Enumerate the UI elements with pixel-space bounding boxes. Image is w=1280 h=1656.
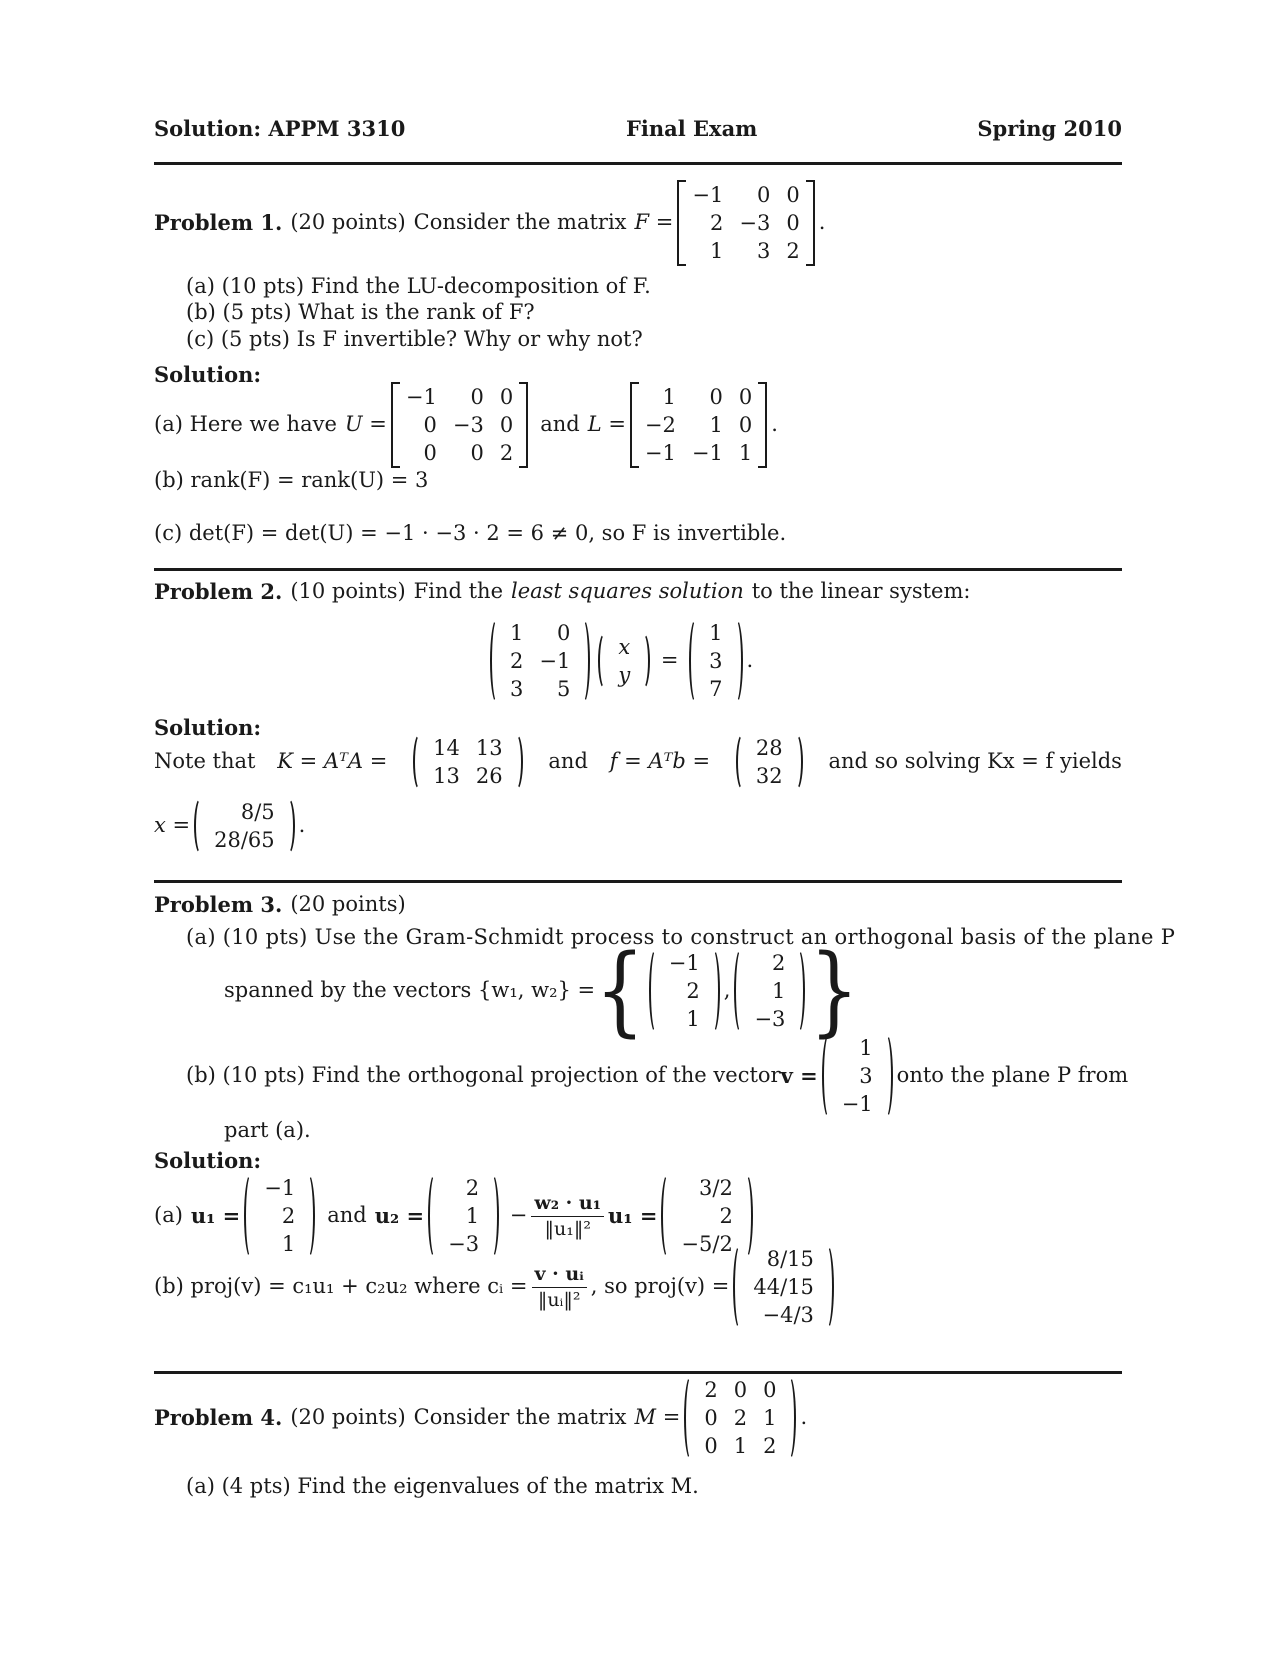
matrix-entry: 0 (738, 385, 753, 409)
problem-2-statement (154, 579, 970, 604)
sol-a-prefix: (a) Here we have (154, 412, 337, 437)
matrix-entry: 1 (662, 385, 676, 409)
problem-1-title: Problem 1. (154, 210, 283, 236)
problem-1-solution-label: Solution: (154, 362, 262, 387)
matrix-entry: 2 (281, 1204, 296, 1228)
problem-2-solution (154, 733, 1122, 791)
problem-2-stmt-post: to the linear system: (751, 579, 971, 603)
matrix-entry: y (618, 663, 631, 687)
problem-4-points: (20 points) (290, 1405, 406, 1430)
problem-1-points: (20 points) (290, 210, 406, 235)
matrix-entry: 3/2 (699, 1176, 733, 1200)
matrix-entry: 0 (704, 1406, 718, 1430)
matrix-entry: 2 (510, 649, 524, 673)
problem-2-points: (10 points) (290, 579, 406, 603)
matrix-entry: 7 (709, 677, 723, 701)
var-M: M (634, 1405, 657, 1430)
u1-label: u₁ = (190, 1203, 241, 1229)
problem-2-solution-label: Solution: (154, 715, 262, 740)
problem-3-part-a: (a) (10 pts) Use the Gram-Schmidt process to construct an orthogonal basis of the plane P (186, 925, 1176, 949)
matrix-entry: −5/2 (681, 1232, 733, 1256)
x-label: x = (154, 813, 191, 838)
matrix-entry: 44/15 (753, 1275, 814, 1299)
matrix-entry: 1 (709, 239, 724, 263)
matrix-entry: −4/3 (762, 1303, 814, 1327)
var-L: L (587, 412, 602, 437)
frac-numerator: w₂ · u₁ (531, 1192, 604, 1217)
vector-f (736, 733, 803, 791)
matrix-entry: 0 (499, 413, 514, 437)
matrix-entry: 0 (733, 1378, 748, 1402)
header-center: Final Exam (626, 116, 758, 141)
var-F: F (634, 210, 650, 235)
vector-x (194, 797, 295, 855)
f-expr: f = Aᵀb = (609, 749, 711, 774)
matrix-entry: 0 (499, 385, 514, 409)
so-proj: , so proj(v) = (590, 1274, 730, 1299)
matrix-F (677, 180, 814, 266)
matrix-entry: 0 (423, 441, 437, 465)
header-right: Spring 2010 (977, 116, 1122, 141)
frac-denominator: ‖u₁‖² (544, 1217, 591, 1240)
matrix-entry: 13 (433, 764, 460, 788)
matrix-entry: −3 (448, 1232, 480, 1256)
sol-a-prefix: (a) (154, 1203, 183, 1228)
matrix-L (630, 382, 767, 468)
and-text: and (327, 1203, 367, 1228)
problem-1-part-c: (c) (5 pts) Is F invertible? Why or why not? (186, 327, 643, 351)
matrix-entry: 2 (499, 441, 514, 465)
matrix-entry: 13 (475, 736, 503, 760)
matrix-entry: −3 (739, 211, 771, 235)
vector-v (822, 1033, 893, 1119)
matrix-entry: 2 (763, 1434, 777, 1458)
and-text: and (540, 412, 580, 437)
matrix-entry: 0 (423, 413, 437, 437)
vector-proj (733, 1244, 834, 1330)
matrix-entry: 1 (709, 621, 723, 645)
problem-1-stmt: Consider the matrix (413, 210, 627, 235)
v-label: v = (780, 1063, 818, 1089)
matrix-entry: 2 (733, 1406, 748, 1430)
matrix-entry: 28 (755, 736, 783, 760)
matrix-M (684, 1375, 796, 1461)
matrix-entry: 0 (763, 1378, 777, 1402)
u1-tail: u₁ = (608, 1203, 658, 1229)
matrix-entry: 3 (510, 677, 524, 701)
right-brace: } (809, 934, 860, 1048)
matrix-entry: 2 (465, 1176, 480, 1200)
matrix-entry: 1 (859, 1036, 873, 1060)
problem-3-part-b (186, 1033, 1129, 1119)
matrix-entry: 1 (709, 413, 723, 437)
matrix-entry: 1 (465, 1204, 480, 1228)
matrix-entry: 0 (556, 621, 571, 645)
problem-2-system: 1 0 2 −1 3 5 x y = 1 3 7 . (486, 618, 753, 704)
problem-3-solution-b (154, 1244, 838, 1330)
problem-4-part-a: (a) (4 pts) Find the eigenvalues of the matrix M. (186, 1474, 699, 1498)
problem-1-part-b: (b) (5 pts) What is the rank of F? (186, 300, 535, 324)
problem-2-stmt-pre: Find the (413, 579, 503, 603)
matrix-entry: 26 (475, 764, 503, 788)
var-U: U (344, 412, 363, 437)
matrix-entry: −3 (754, 1007, 786, 1031)
matrix-entry: 1 (281, 1232, 296, 1256)
matrix-entry: 1 (738, 441, 753, 465)
header-rule (154, 162, 1122, 165)
problem-4-statement: Problem 4. (20 points) Consider the matrix M = 2 0 0 0 2 1 0 1 2 . (154, 1375, 807, 1461)
header-left: Solution: APPM 3310 (154, 116, 406, 141)
matrix-entry: −1 (539, 649, 571, 673)
problem-2-result: x = 8/5 28/65 . (154, 797, 305, 855)
matrix-entry: 0 (704, 1434, 718, 1458)
matrix-entry: −1 (841, 1092, 873, 1116)
vector-w2 (734, 948, 805, 1034)
matrix-entry: 1 (772, 979, 786, 1003)
problem-3-part-b-cont: part (a). (224, 1118, 311, 1142)
rule-1 (154, 568, 1122, 571)
vector-xy (598, 632, 650, 690)
matrix-entry: −3 (452, 413, 484, 437)
matrix-entry: −1 (668, 951, 700, 975)
rule-2 (154, 880, 1122, 883)
matrix-entry: x (618, 635, 631, 659)
K-expr: K = AᵀA = (277, 749, 388, 774)
problem-3-statement (154, 892, 406, 917)
matrix-entry: 14 (433, 736, 460, 760)
matrix-K (413, 733, 522, 791)
ci-fraction (532, 1263, 587, 1312)
matrix-entry: 8/15 (766, 1247, 814, 1271)
part-b-tail: onto the plane P from (896, 1063, 1129, 1088)
problem-1-solution-c: (c) det(F) = det(U) = −1 · −3 · 2 = 6 ≠ 0, so F is invertible. (154, 521, 787, 545)
problem-4-title: Problem 4. (154, 1405, 283, 1431)
problem-1-statement: Problem 1. (20 points) Consider the matrix F = −1 0 0 2 −3 0 1 3 2 . (154, 180, 825, 266)
problem-3-span: spanned by the vectors {w₁, w₂} = { −1 2 1 , 2 1 −3 } (224, 934, 860, 1048)
problem-1-solution-a: (a) Here we have U = −1 0 0 0 −3 0 0 0 2 and L = 1 0 0 −2 1 0 −1 −1 1 . (154, 382, 778, 468)
matrix-entry: −1 (691, 441, 723, 465)
matrix-entry: 0 (470, 385, 484, 409)
problem-2-stmt-em: least squares solution (511, 579, 744, 603)
matrix-entry: 8/5 (240, 800, 275, 824)
matrix-entry: 3 (709, 649, 723, 673)
matrix-entry: −1 (264, 1176, 296, 1200)
matrix-entry: 0 (709, 385, 723, 409)
matrix-entry: 3 (859, 1064, 873, 1088)
matrix-entry: 1 (686, 1007, 700, 1031)
matrix-entry: 2 (719, 1204, 733, 1228)
matrix-entry: −1 (405, 385, 437, 409)
note-text: Note that (154, 749, 256, 774)
matrix-U (391, 382, 528, 468)
matrix-entry: 32 (755, 764, 783, 788)
matrix-entry: 2 (772, 951, 786, 975)
u2-label: u₂ = (374, 1203, 425, 1229)
matrix-entry: 1 (763, 1406, 777, 1430)
matrix-entry: 5 (556, 677, 571, 701)
matrix-entry: −2 (644, 413, 676, 437)
ci-numerator: v · uᵢ (532, 1263, 587, 1288)
matrix-entry: 0 (738, 413, 753, 437)
matrix-entry: 0 (470, 441, 484, 465)
projection-coefficient (531, 1192, 604, 1241)
problem-3-points: (20 points) (290, 892, 406, 916)
problem-1-solution-b: (b) rank(F) = rank(U) = 3 (154, 468, 429, 492)
problem-1-part-a: (a) (10 pts) Find the LU-decomposition of F. (186, 274, 651, 298)
matrix-A (490, 618, 590, 704)
matrix-entry: 1 (733, 1434, 748, 1458)
matrix-entry: 2 (686, 979, 700, 1003)
and-text: and (548, 749, 588, 774)
matrix-entry: 2 (709, 211, 724, 235)
problem-4-stmt: Consider the matrix (413, 1405, 627, 1430)
matrix-entry: 0 (786, 211, 800, 235)
solve-text: and so solving Kx = f yields (828, 749, 1122, 774)
matrix-entry: −1 (644, 441, 676, 465)
left-brace: { (595, 934, 645, 1048)
matrix-entry: −1 (692, 183, 724, 207)
problem-3-solution-label: Solution: (154, 1148, 262, 1173)
matrix-entry: 0 (786, 183, 800, 207)
spanned-text: spanned by the vectors {w₁, w₂} = (224, 978, 596, 1003)
part-b-text: (b) (10 pts) Find the orthogonal projection of the vector (186, 1063, 781, 1088)
ci-denominator: ‖uᵢ‖² (537, 1288, 581, 1311)
matrix-entry: 28/65 (214, 828, 275, 852)
matrix-entry: 2 (786, 239, 800, 263)
problem-3-solution-a: (a) u₁ = −1 2 1 and u₂ = 2 1 −3 − $\frac{\text{w₂ · u₁}}{\text{‖u₁‖²}}$ u₁ = 3/2 2 −5/2 (154, 1173, 757, 1259)
matrix-entry: 1 (510, 621, 524, 645)
matrix-entry: 0 (756, 183, 771, 207)
sol-b-prefix: (b) proj(v) = c₁u₁ + c₂u₂ where cᵢ = (154, 1274, 528, 1299)
vector-b (689, 618, 742, 704)
problem-3-title: Problem 3. (154, 892, 283, 917)
matrix-entry: 3 (756, 239, 771, 263)
problem-2-title: Problem 2. (154, 579, 283, 604)
vector-w1 (649, 948, 720, 1034)
rule-3 (154, 1371, 1122, 1374)
matrix-entry: 2 (704, 1378, 718, 1402)
